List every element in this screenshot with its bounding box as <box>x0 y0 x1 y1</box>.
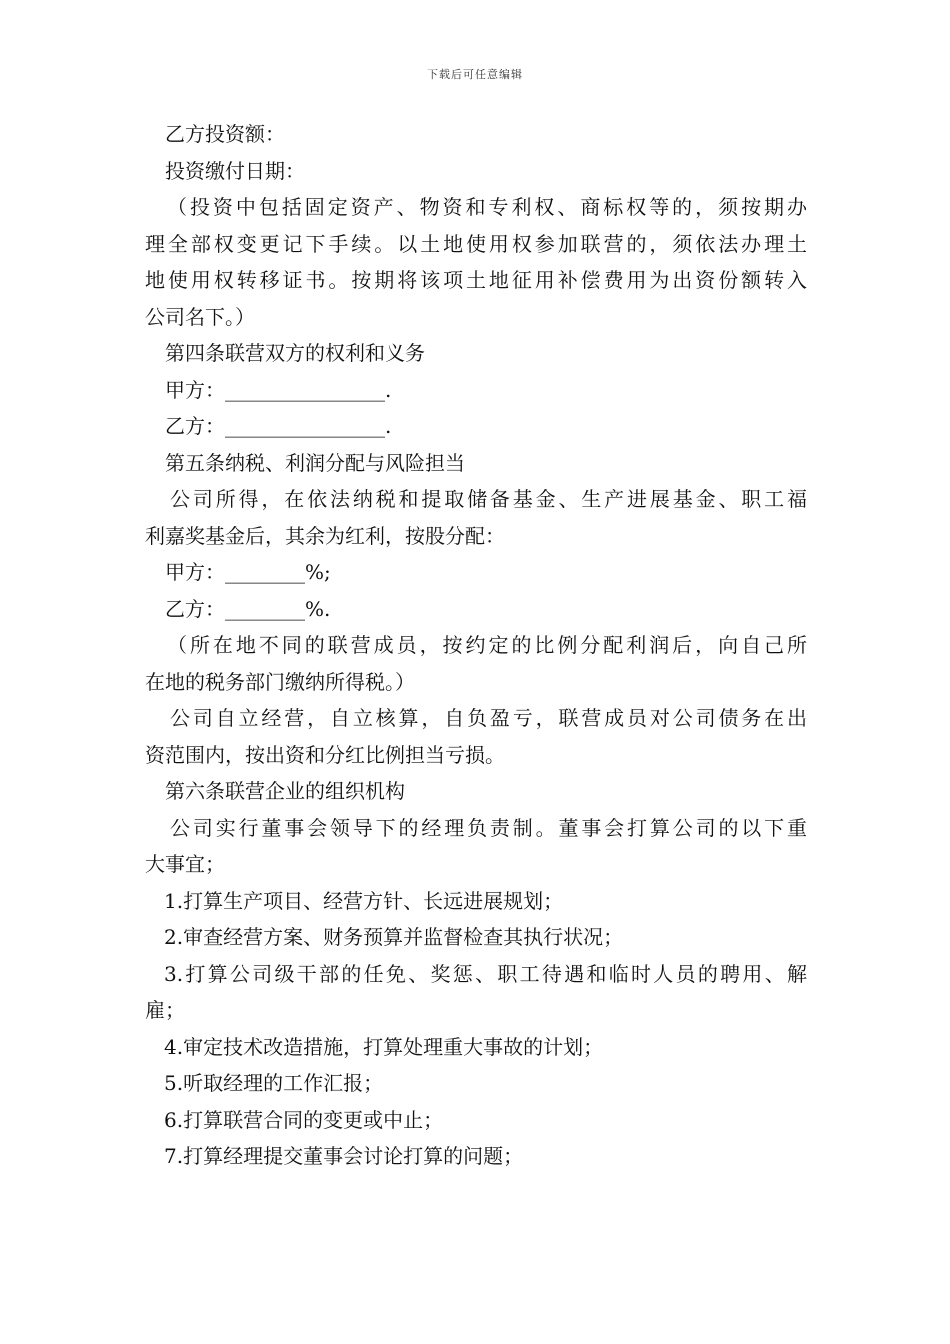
text-line: 公司名下。） <box>145 304 255 329</box>
text-line: 乙方：________%. <box>165 596 331 621</box>
text-line: 大事宜； <box>145 852 225 876</box>
text-line: 雇； <box>145 998 185 1022</box>
text-line: （所在地不同的联营成员，按约定的比例分配利润后，向自己所 <box>167 633 807 657</box>
text-line: 5.听取经理的工作汇报； <box>164 1071 384 1095</box>
text-line: （投资中包括固定资产、物资和专利权、商标权等的，须按期办 <box>167 195 807 219</box>
text-line: 投资缴付日期： <box>165 158 305 183</box>
text-line: 1.打算生产项目、经营方针、长远进展规划； <box>164 888 564 913</box>
text-line: 4.审定技术改造措施，打算处理重大事故的计划； <box>164 1034 604 1059</box>
text-line: 第五条纳税、利润分配与风险担当 <box>165 450 465 475</box>
text-line: 公司实行董事会领导下的经理负责制。董事会打算公司的以下重 <box>170 815 807 840</box>
text-line: 利嘉奖基金后，其余为红利，按股分配： <box>145 523 505 548</box>
text-line: 7.打算经理提交董事会讨论打算的问题； <box>164 1144 524 1168</box>
text-line: 资范围内，按出资和分红比例担当亏损。 <box>145 742 505 767</box>
text-line: 2.审查经营方案、财务预算并监督检查其执行状况； <box>164 925 624 949</box>
text-line: 在地的税务部门缴纳所得税。） <box>145 669 415 694</box>
page-header: 下载后可任意编辑 <box>427 68 523 81</box>
text-line: 第六条联营企业的组织机构 <box>165 779 405 803</box>
text-line: 甲方：________%; <box>165 560 331 584</box>
text-line: 乙方投资额： <box>165 122 285 146</box>
text-line: 公司所得，在依法纳税和提取储备基金、生产进展基金、职工福 <box>170 487 807 511</box>
text-line: 6.打算联营合同的变更或中止； <box>164 1107 444 1132</box>
text-line: 甲方：________________. <box>165 377 392 402</box>
document-body <box>145 116 807 1175</box>
text-line: 乙方：________________. <box>165 414 392 438</box>
text-line: 理全部权变更记下手续。以土地使用权参加联营的，须依法办理土 <box>145 231 807 256</box>
text-line: 第四条联营双方的权利和义务 <box>165 341 425 365</box>
text-line: 地使用权转移证书。按期将该项土地征用补偿费用为出资份额转入 <box>145 268 807 292</box>
text-line: 3.打算公司级干部的任免、奖惩、职工待遇和临时人员的聘用、解 <box>164 961 807 986</box>
text-line: 公司自立经营，自立核算，自负盈亏，联营成员对公司债务在出 <box>170 706 807 730</box>
